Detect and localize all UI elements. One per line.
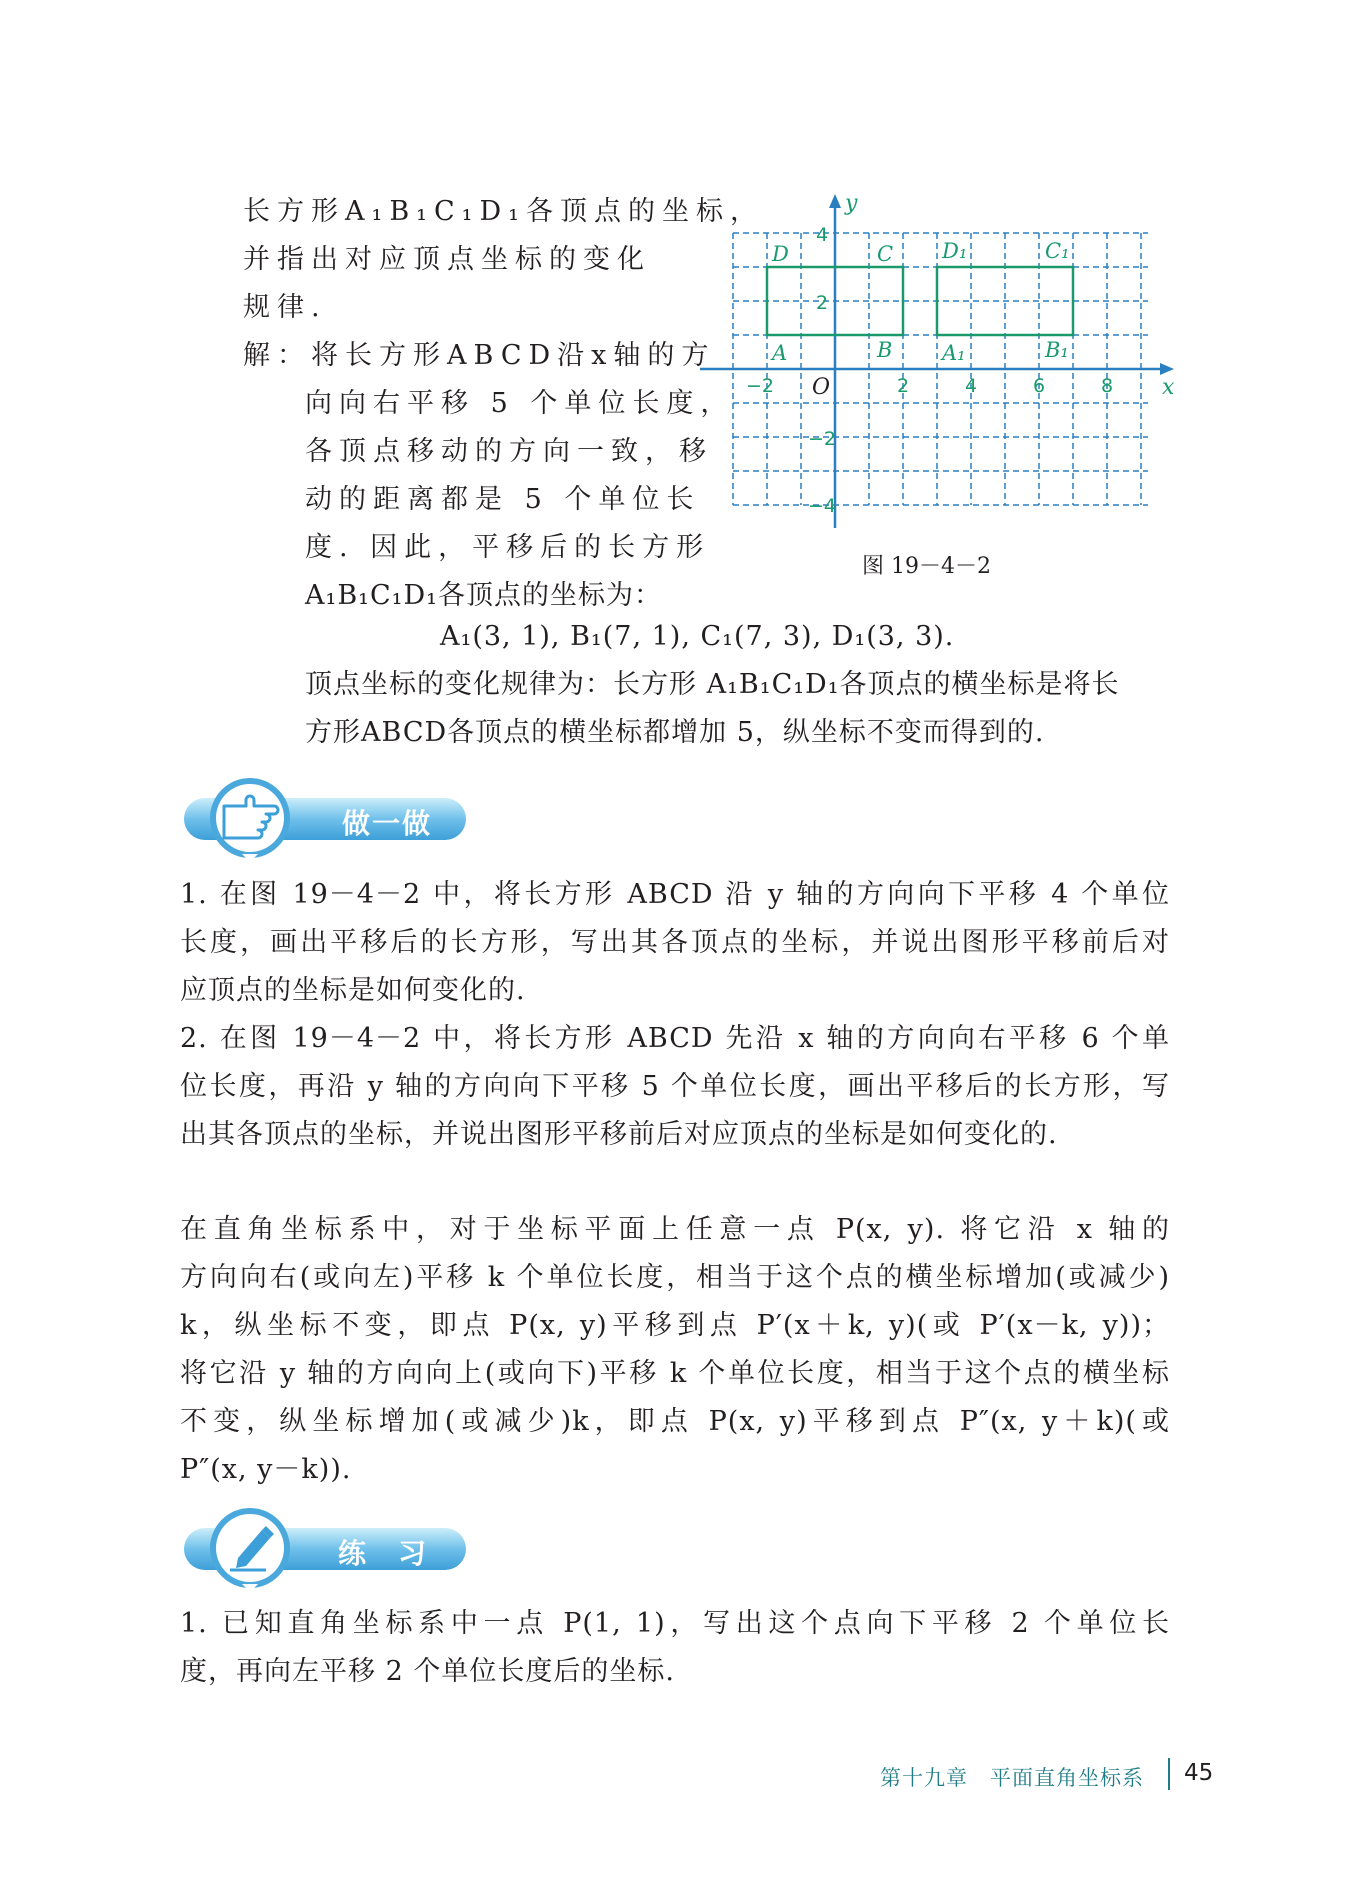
x-tick-label: 2: [897, 375, 910, 397]
zuo-item1-line: 长度，画出平移后的长方形，写出其各顶点的坐标，并说出图形平移前后对: [180, 927, 1170, 958]
vertex-d: D: [772, 242, 789, 266]
figure-caption: 图 19－4－2: [862, 554, 991, 579]
principle-line: P″(x, y－k)).: [180, 1454, 352, 1485]
x-axis-label: x: [1162, 375, 1175, 400]
y-axis-arrow: [829, 194, 841, 208]
rule-line: 方形ABCD各顶点的横坐标都增加 5，纵坐标不变而得到的.: [305, 717, 1045, 748]
vertex-d1: D₁: [942, 239, 968, 263]
lianxi-item1-line: 度，再向左平移 2 个单位长度后的坐标.: [180, 1656, 675, 1687]
vertex-c1: C₁: [1045, 239, 1070, 263]
text-line: 各顶点移动的方向一致，移: [305, 436, 713, 467]
text-line: A₁B₁C₁D₁各顶点的坐标为：: [305, 580, 662, 611]
lianxi-title: 练 习: [338, 1537, 429, 1570]
x-tick-label: 6: [1033, 375, 1046, 397]
zuoyizuo-banner: [180, 778, 470, 860]
principle-line: 不变，纵坐标增加(或减少)k，即点 P(x, y)平移到点 P″(x, y＋k)(或: [180, 1406, 1170, 1437]
text-line: 长方形A₁B₁C₁D₁各顶点的坐标，: [243, 196, 764, 227]
text-line: 并指出对应顶点坐标的变化: [243, 244, 651, 275]
x-tick-label: −2: [746, 375, 775, 397]
text-line: 动的距离都是 5 个单位长: [305, 484, 701, 515]
y-tick-label: 2: [816, 292, 829, 314]
zuo-item2-line: 位长度，再沿 y 轴的方向向下平移 5 个单位长度，画出平移后的长方形，写: [180, 1071, 1170, 1102]
coordinate-figure: [690, 190, 1190, 530]
zuo-item1-line: 1. 在图 19－4－2 中，将长方形 ABCD 沿 y 轴的方向向下平移 4 个单位: [180, 879, 1170, 910]
page-number: 45: [1184, 1760, 1214, 1786]
y-tick-label: −2: [808, 428, 837, 450]
principle-line: 在直角坐标系中，对于坐标平面上任意一点 P(x, y). 将它沿 x 轴的: [180, 1214, 1170, 1245]
vertex-a1: A₁: [942, 341, 966, 365]
text-line: 规律.: [243, 292, 327, 323]
x-tick-label: 4: [965, 375, 978, 397]
rule-line: 顶点坐标的变化规律为：长方形 A₁B₁C₁D₁各顶点的横坐标是将长: [305, 669, 1120, 700]
y-axis-label: y: [845, 191, 858, 216]
y-tick-label: −4: [808, 495, 837, 517]
chapter-title: 第十九章 平面直角坐标系: [880, 1766, 1144, 1790]
lianxi-item1-line: 1. 已知直角坐标系中一点 P(1, 1)，写出这个点向下平移 2 个单位长: [180, 1608, 1170, 1639]
footer-divider: [1168, 1758, 1170, 1790]
page-footer: [880, 1758, 1220, 1792]
principle-line: k，纵坐标不变，即点 P(x, y)平移到点 P′(x＋k, y)(或 P′(x－k, y))；: [180, 1310, 1170, 1341]
pointing-hand-icon: [220, 792, 280, 844]
zuo-item2-line: 2. 在图 19－4－2 中，将长方形 ABCD 先沿 x 轴的方向向右平移 6 个单: [180, 1023, 1170, 1054]
coords-line: A₁(3, 1), B₁(7, 1), C₁(7, 3), D₁(3, 3).: [440, 621, 955, 652]
zuoyizuo-title: 做一做: [342, 807, 433, 840]
vertex-b: B: [877, 338, 893, 362]
pencil-icon: [226, 1522, 276, 1574]
vertex-c: C: [877, 242, 894, 266]
y-tick-label: 4: [816, 224, 829, 246]
lianxi-banner: [180, 1508, 470, 1590]
x-axis-arrow: [1160, 363, 1174, 375]
zuo-item2-line: 出其各顶点的坐标，并说出图形平移前后对应顶点的坐标是如何变化的.: [180, 1119, 1058, 1150]
text-line: 度. 因此，平移后的长方形: [305, 532, 711, 563]
principle-line: 将它沿 y 轴的方向向上(或向下)平移 k 个单位长度，相当于这个点的横坐标: [180, 1358, 1170, 1389]
text-line: 向向右平移 5 个单位长度，: [305, 388, 735, 419]
vertex-b1: B₁: [1045, 338, 1069, 362]
solution-start: 解：将长方形ABCD沿x轴的方: [243, 340, 716, 371]
x-tick-label: 8: [1101, 375, 1114, 397]
vertex-a: A: [772, 341, 788, 365]
principle-line: 方向向右(或向左)平移 k 个单位长度，相当于这个点的横坐标增加(或减少): [180, 1262, 1170, 1293]
zuo-item1-line: 应顶点的坐标是如何变化的.: [180, 975, 526, 1006]
origin-label: O: [812, 375, 831, 400]
